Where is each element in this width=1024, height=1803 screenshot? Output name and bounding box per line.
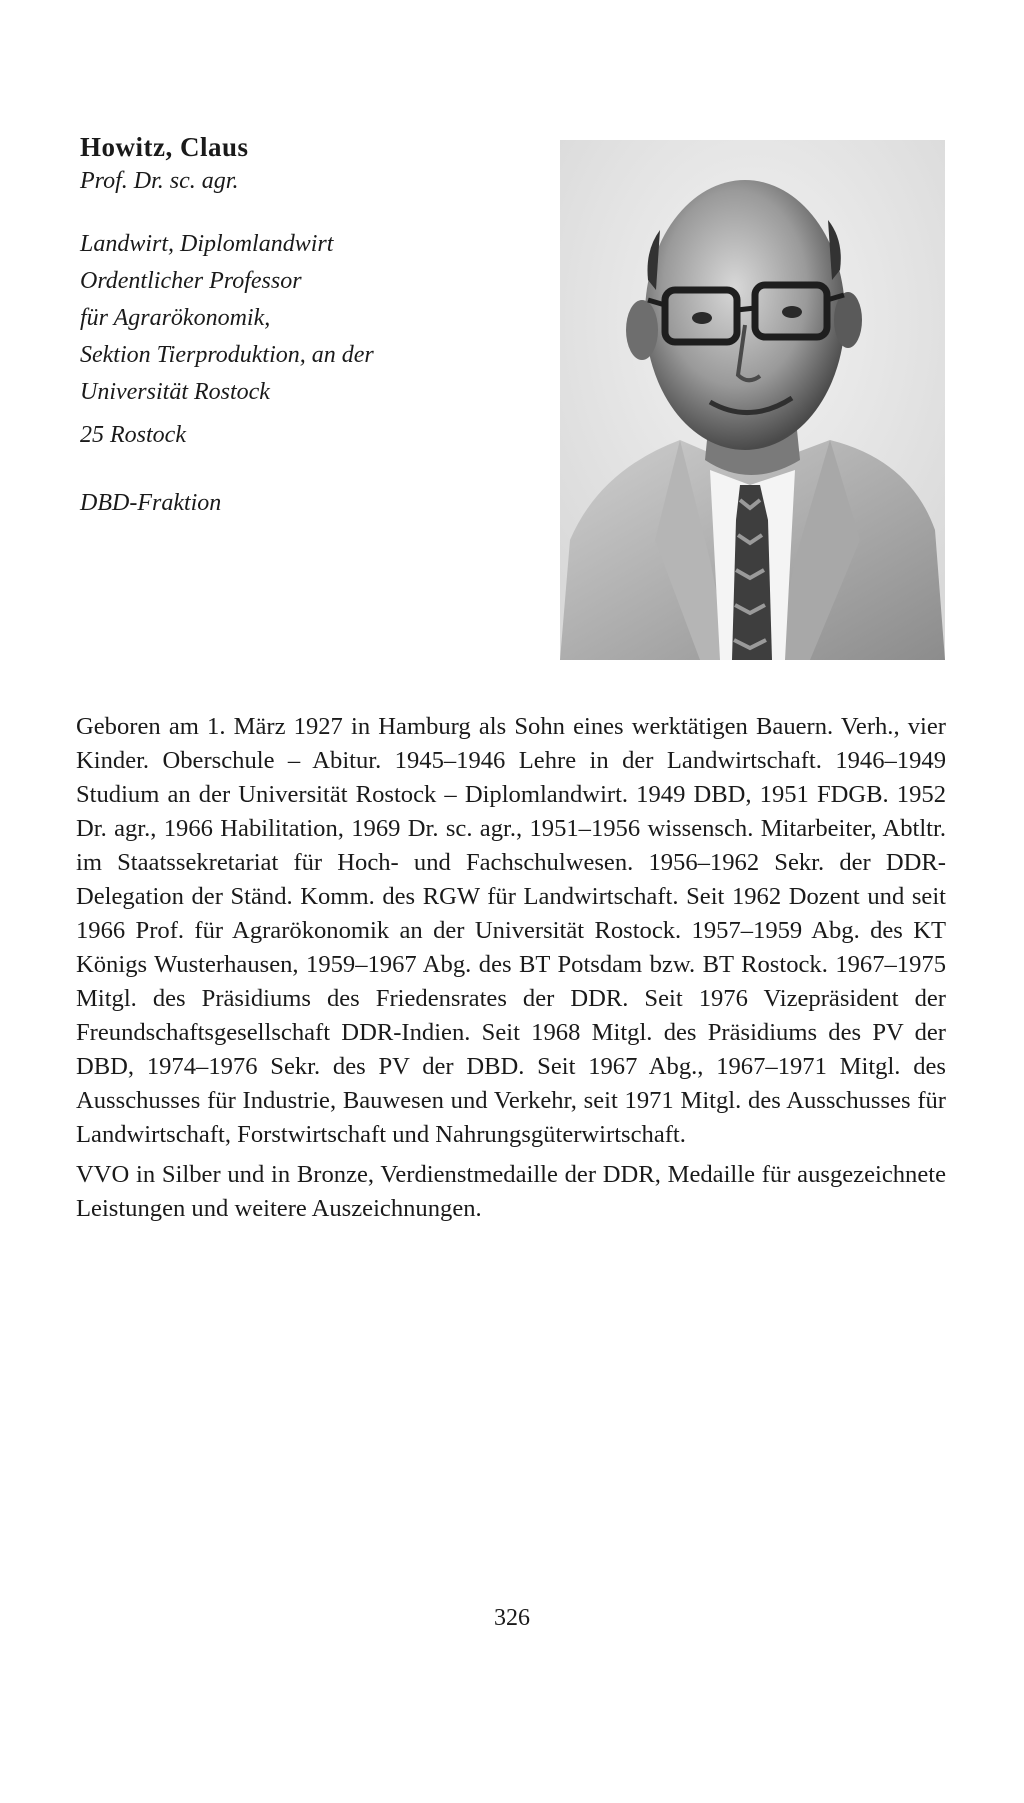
academic-title: Prof. Dr. sc. agr.	[80, 168, 239, 194]
occupation-line: Ordentlicher Professor	[80, 268, 302, 294]
awards-text	[76, 1158, 946, 1226]
biography-paragraph: Geboren am 1. März 1927 in Hamburg als Sohn eines werktätigen Bauern. Verh., vier Kinder. Oberschule – Abitur. 1945–1946 Lehre in der Landwirtschaft. 1946–1949 Studium an der Universität Rostock – Diplomlandwirt. 1949 DBD, 1951 FDGB. 1952 Dr. agr., 1966 Habilitation, 1969 Dr. sc. agr., 1951–1956 wissensch. Mitarbeiter, Abtltr. im Staatssekretariat für Hoch- und Fachschulwesen. 1956–1962 Sekr. der DDR-Delegation der Ständ. Komm. des RGW für Landwirtschaft. Seit 1962 Dozent und seit 1966 Prof. für Agrarökonomik an der Universität Rostock. 1957–1959 Abg. des KT Königs Wusterhausen, 1959–1967 Abg. des BT Potsdam bzw. BT Rostock. 1967–1975 Mitgl. des Präsidiums des Friedensrates der DDR. Seit 1976 Vizepräsident der Freundschaftsgesellschaft DDR-Indien. Seit 1968 Mitgl. des Präsidiums des PV der DBD, 1974–1976 Sekr. des PV der DBD. Seit 1967 Abg., 1967–1971 Mitgl. des Ausschusses für Industrie, Bauwesen und Verkehr, seit 1971 Mitgl. des Ausschusses für Landwirtschaft, Forstwirtschaft und Nahrungsgüterwirtschaft.	[76, 713, 946, 1148]
faction: DBD-Fraktion	[80, 490, 222, 516]
occupation-line: Landwirt, Diplomlandwirt	[80, 231, 334, 257]
biography-text	[76, 710, 946, 1152]
occupation-line: Sektion Tierproduktion, an der	[80, 342, 374, 368]
occupation-block	[80, 226, 374, 411]
awards-paragraph: VVO in Silber und in Bronze, Verdienstmedaille der DDR, Medaille für ausgezeichnete Leistungen und weitere Auszeichnungen.	[76, 1161, 946, 1222]
portrait-photo	[560, 140, 945, 660]
person-name: Howitz, Claus	[80, 132, 249, 162]
page-number: 326	[494, 1605, 530, 1631]
occupation-line: Universität Rostock	[80, 379, 270, 405]
occupation-line: für Agrarökonomik,	[80, 305, 271, 331]
address: 25 Rostock	[80, 422, 186, 448]
